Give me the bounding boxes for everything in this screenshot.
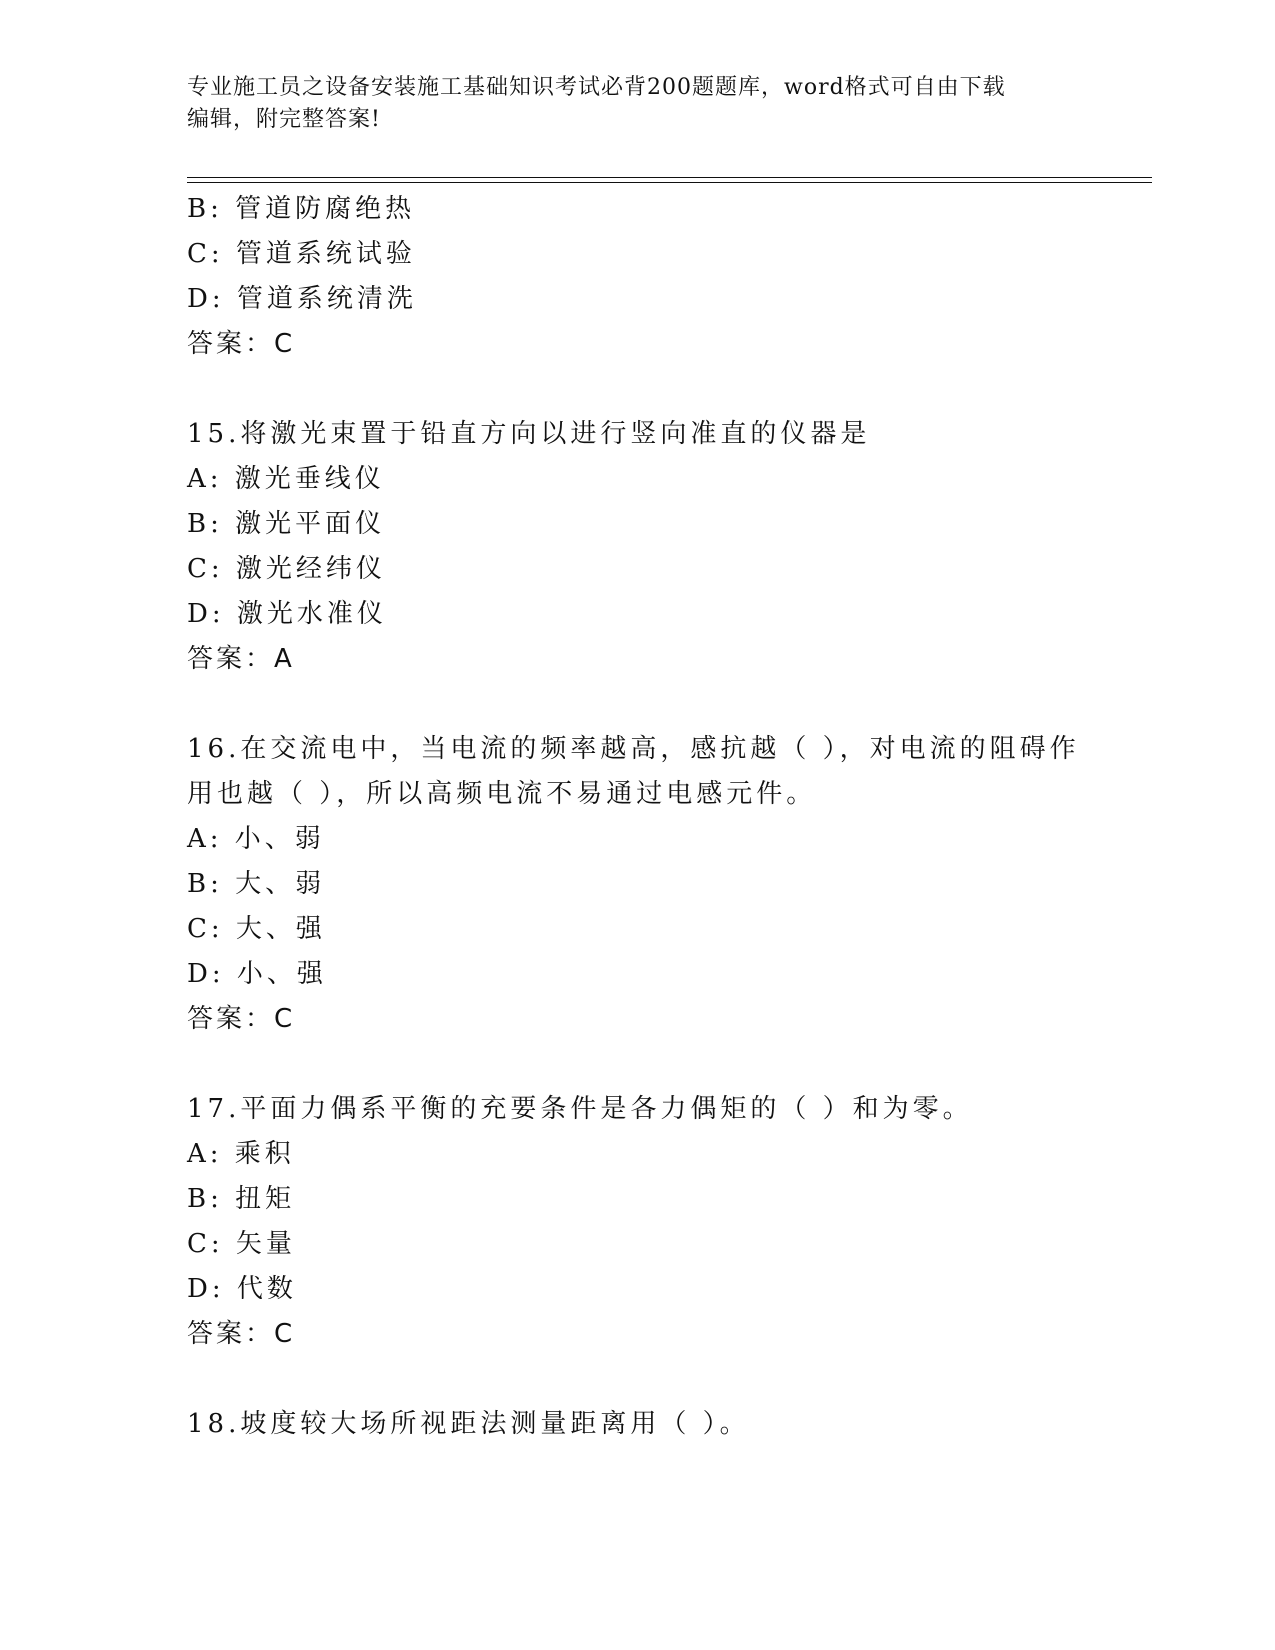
q16-option-c: C: 大、强 (187, 914, 326, 944)
q14-option-c: C: 管道系统试验 (187, 239, 416, 269)
q15-stem: 15.将激光束置于铅直方向以进行竖向准直的仪器是 (187, 419, 871, 449)
q15-option-b: B: 激光平面仪 (187, 509, 386, 539)
q15-option-c: C: 激光经纬仪 (187, 554, 386, 584)
q14-option-b: B: 管道防腐绝热 (187, 194, 416, 224)
header-line-1: 专业施工员之设备安装施工基础知识考试必背200题题库，word格式可自由下载 (187, 75, 1006, 100)
q17-option-d: D: 代数 (187, 1274, 297, 1304)
document-header (187, 72, 1067, 136)
q17-option-a: A: 乘积 (187, 1139, 295, 1169)
q17-option-c: C: 矢量 (187, 1229, 296, 1259)
q16-stem-line-2: 用也越（ ），所以高频电流不易通过电感元件。 (187, 779, 817, 809)
q16-option-d: D: 小、强 (187, 959, 327, 989)
q15-answer: 答案：A (187, 644, 295, 674)
q17-option-b: B: 扭矩 (187, 1184, 296, 1214)
q16-stem-line-1: 16.在交流电中，当电流的频率越高，感抗越（ ），对电流的阻碍作 (187, 734, 1080, 764)
q14-answer: 答案：C (187, 329, 296, 359)
q17-stem: 17.平面力偶系平衡的充要条件是各力偶矩的（ ）和为零。 (187, 1094, 973, 1124)
q16-option-a: A: 小、弱 (187, 824, 325, 854)
header-divider-bottom (187, 182, 1152, 183)
q15-option-d: D: 激光水准仪 (187, 599, 387, 629)
q17-answer: 答案：C (187, 1319, 296, 1349)
q15-option-a: A: 激光垂线仪 (187, 464, 385, 494)
q18-stem: 18.坡度较大场所视距法测量距离用（ ）。 (187, 1409, 750, 1439)
q16-option-b: B: 大、弱 (187, 869, 326, 899)
q14-option-d: D: 管道系统清洗 (187, 284, 417, 314)
q16-answer: 答案：C (187, 1004, 296, 1034)
header-divider-top (187, 177, 1152, 178)
header-line-2: 编辑，附完整答案! (187, 107, 381, 132)
